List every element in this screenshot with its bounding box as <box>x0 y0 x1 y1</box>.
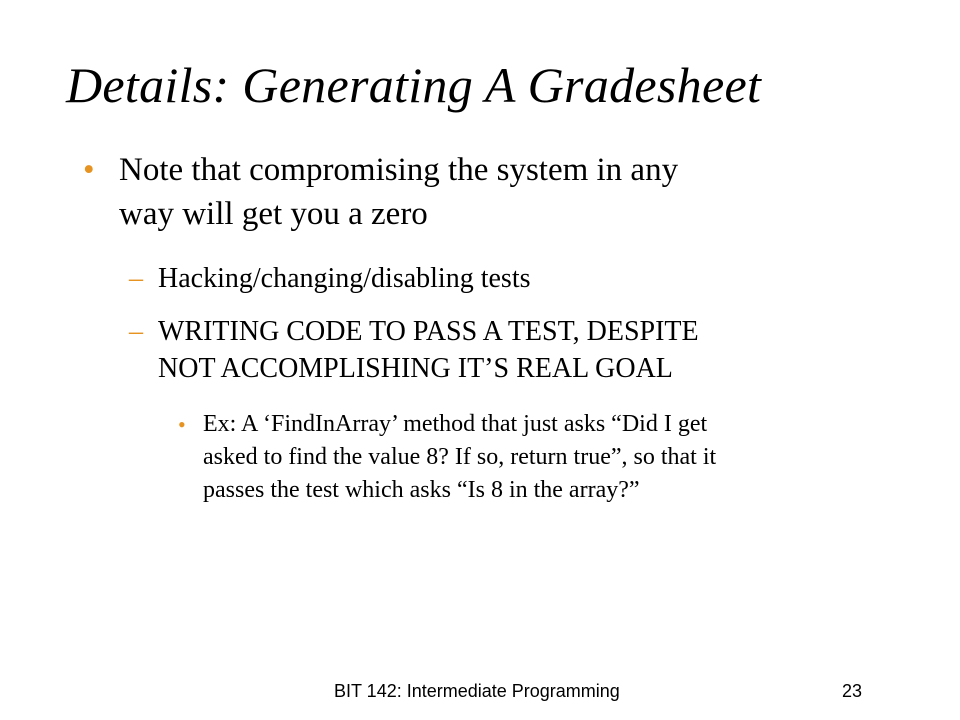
bullet-line: NOT ACCOMPLISHING IT’S REAL GOAL <box>158 353 673 384</box>
bullet-marker-icon: • <box>178 412 186 437</box>
bullet-level2-text <box>158 260 531 297</box>
footer-course-title: BIT 142: Intermediate Programming <box>334 681 620 701</box>
bullet-line: passes the test which asks “Is 8 in the array?” <box>203 477 640 503</box>
bullet-line: Ex: A ‘FindInArray’ method that just asks “Did I get <box>203 411 708 437</box>
bullet-line: Note that compromising the system in any <box>119 152 679 188</box>
slide-title: Details: Generating A Gradesheet <box>66 57 762 113</box>
bullet-line: Hacking/changing/disabling tests <box>158 263 531 294</box>
bullet-level1-text <box>119 148 678 236</box>
bullet-line: WRITING CODE TO PASS A TEST, DESPITE <box>158 316 699 347</box>
bullet-level2-text <box>158 313 699 387</box>
bullet-level3-text <box>203 408 716 507</box>
dash-marker-icon: – <box>129 316 143 347</box>
slide-footer <box>0 677 960 705</box>
bullet-marker-icon: • <box>83 152 95 188</box>
dash-marker-icon: – <box>129 263 143 294</box>
bullet-line: way will get you a zero <box>119 196 428 232</box>
bullet-line: asked to find the value 8? If so, return true”, so that it <box>203 444 717 470</box>
slide-number: 23 <box>842 681 863 701</box>
